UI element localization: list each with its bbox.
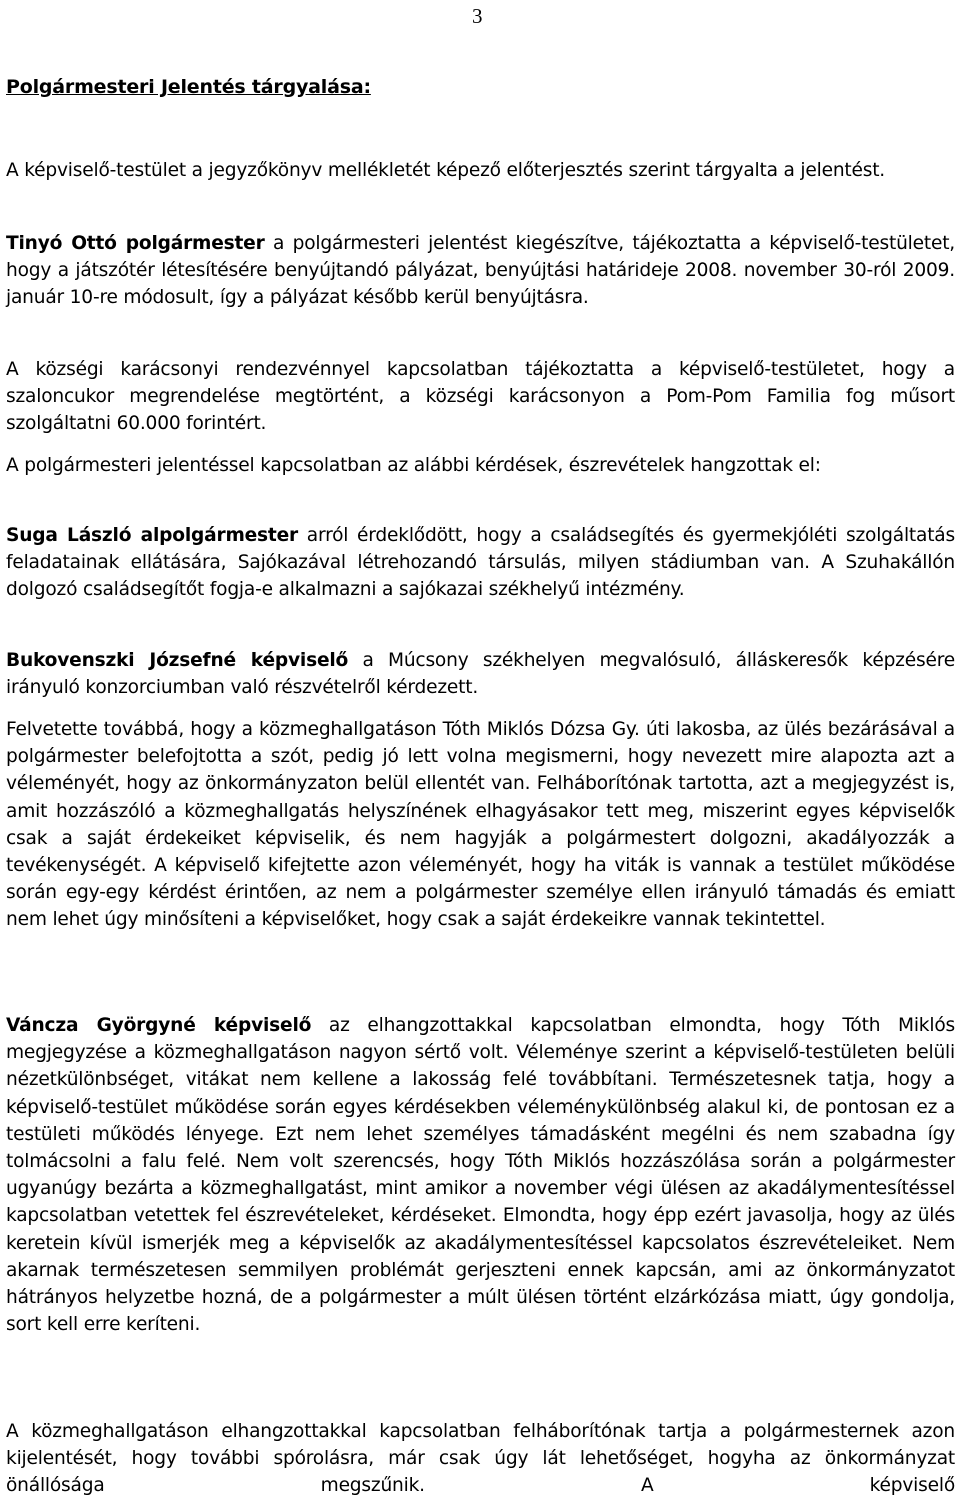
section-heading: Polgármesteri Jelentés tárgyalása: (6, 76, 371, 98)
paragraph-text: az elhangzottakkal kapcsolatban elmondta, hogy Tóth Miklós megjegyzése a közmeghallgatáson nagyon sértő volt. Véleménye szerint a képviselő-testületen belüli nézetkülönbséget, vitákat nem kellene a lakosság felé továbbítani. Természetesnek tatja, hogy a képviselő-testület működése során egyes kérdésekben véleménykülönbség alakul ki, de pontosan ez a testületi működés lényege. Ezt nem lehet személyes támadásként megélni és nem szabadna így tolmácsolni a falu felé. Nem volt szerencsés, hogy Tóth Miklós hozzászólása során a polgármester ugyanúgy bezárta a közmeghallgatást, mint amikor a november végi ülésen az akadálymentesítéssel kapcsolatban vetettek fel észrevételeket, kérdéseket. Elmondta, hogy épp ezért javasolja, hogy az ülés keretein kívül ismerjék meg a képviselők az akadálymentesítéssel kapcsolatos észrevételeiket. Nem akarnak természetesen semmilyen problémát gerjeszteni ennek kapcsán, ami az önkormányzatot hátrányos helyzetbe hozná, de a polgármester a múlt ülésen történt elzárkózása miatt, úgy gondolja, sort kell erre keríteni. (6, 1015, 955, 1336)
paragraph-text: a polgármesteri jelentést kiegészítve, tájékoztatta a képviselő-testületet, hogy a játszótér létesítésére benyújtandó pályázat, benyújtási határideje 2008. november 30-ról 2009. január 10-re módosult, így a pályázat később kerül benyújtásra. (6, 233, 955, 309)
paragraph-intro: A képviselő-testület a jegyzőkönyv mellékletét képező előterjesztés szerint tárgyalta a jelentést. (6, 160, 886, 181)
paragraph-christmas-event: A községi karácsonyi rendezvénnyel kapcsolatban tájékoztatta a képviselő-testületet, hogy a szaloncukor megrendelése megtörtént, a községi karácsonyon a Pom-Pom Familia fog műsort szolgáltatni 60.000 forintért. (6, 359, 955, 435)
paragraph-deputy-mayor (6, 522, 955, 604)
page-number: 3 (472, 4, 483, 28)
paragraph-questions-intro: A polgármesteri jelentéssel kapcsolatban az alábbi kérdések, észrevételek hangzottak el: (6, 455, 821, 476)
paragraph-vancza (6, 1012, 955, 1338)
paragraph-bukovenszki (6, 647, 955, 701)
paragraph-text: arról érdeklődött, hogy a családsegítés és gyermekjóléti szolgáltatás feladatainak ellátására, Sajókazával létrehozandó társulás, milyen stádiumban van. A Szuhakállón dolgozó családsegítőt fogja-e alkalmazni a sajókazai székhelyű intézmény. (6, 525, 955, 601)
speaker-name: Tinyó Ottó polgármester (6, 233, 265, 254)
paragraph-public-hearing: Felvetette továbbá, hogy a közmeghallgatáson Tóth Miklós Dózsa Gy. úti lakosba, az ülés bezárásával a polgármester belefojtotta a szót, pedig jó lett volna megismerni, hogy nevezett mire alapozta azt a véleményét, hogy az önkormányzaton belül ellentét van. Felháborítónak tartotta, azt a megjegyzést is, amit hozzászóló a közmeghallgatás helyszínének elhagyásakor tett meg, miszerint egyes képviselők csak a saját érdekeiket képviselik, és nem hagyják a polgármestert dolgozni, akadályozzák a tevékenységét. A képviselő kifejtette azon véleményét, hogy ha viták is vannak a testület működése során egy-egy kérdést érintően, az nem a polgármester személye ellen irányuló támadás és emiatt nem lehet úgy minősíteni a képviselőket, hogy csak a saját érdekeikre vannak tekintettel. (6, 719, 955, 931)
speaker-name: Váncza Györgyné képviselő (6, 1015, 312, 1036)
paragraph-text: a Múcsony székhelyen megvalósuló, álláskeresők képzésére irányuló konzorciumban való részvételről kérdezett. (6, 650, 955, 699)
speaker-name: Bukovenszki Józsefné képviselő (6, 650, 349, 671)
paragraph-mayor-report (6, 230, 955, 312)
paragraph-savings: A közmeghallgatáson elhangzottakkal kapcsolatban felháborítónak tartja a polgármesternek azon kijelentését, hogy további spórolásra, már csak úgy lát lehetőséget, hogyha az önkormányzat önállósága megszűnik. A képviselő (6, 1421, 955, 1497)
speaker-name: Suga László alpolgármester (6, 525, 298, 546)
